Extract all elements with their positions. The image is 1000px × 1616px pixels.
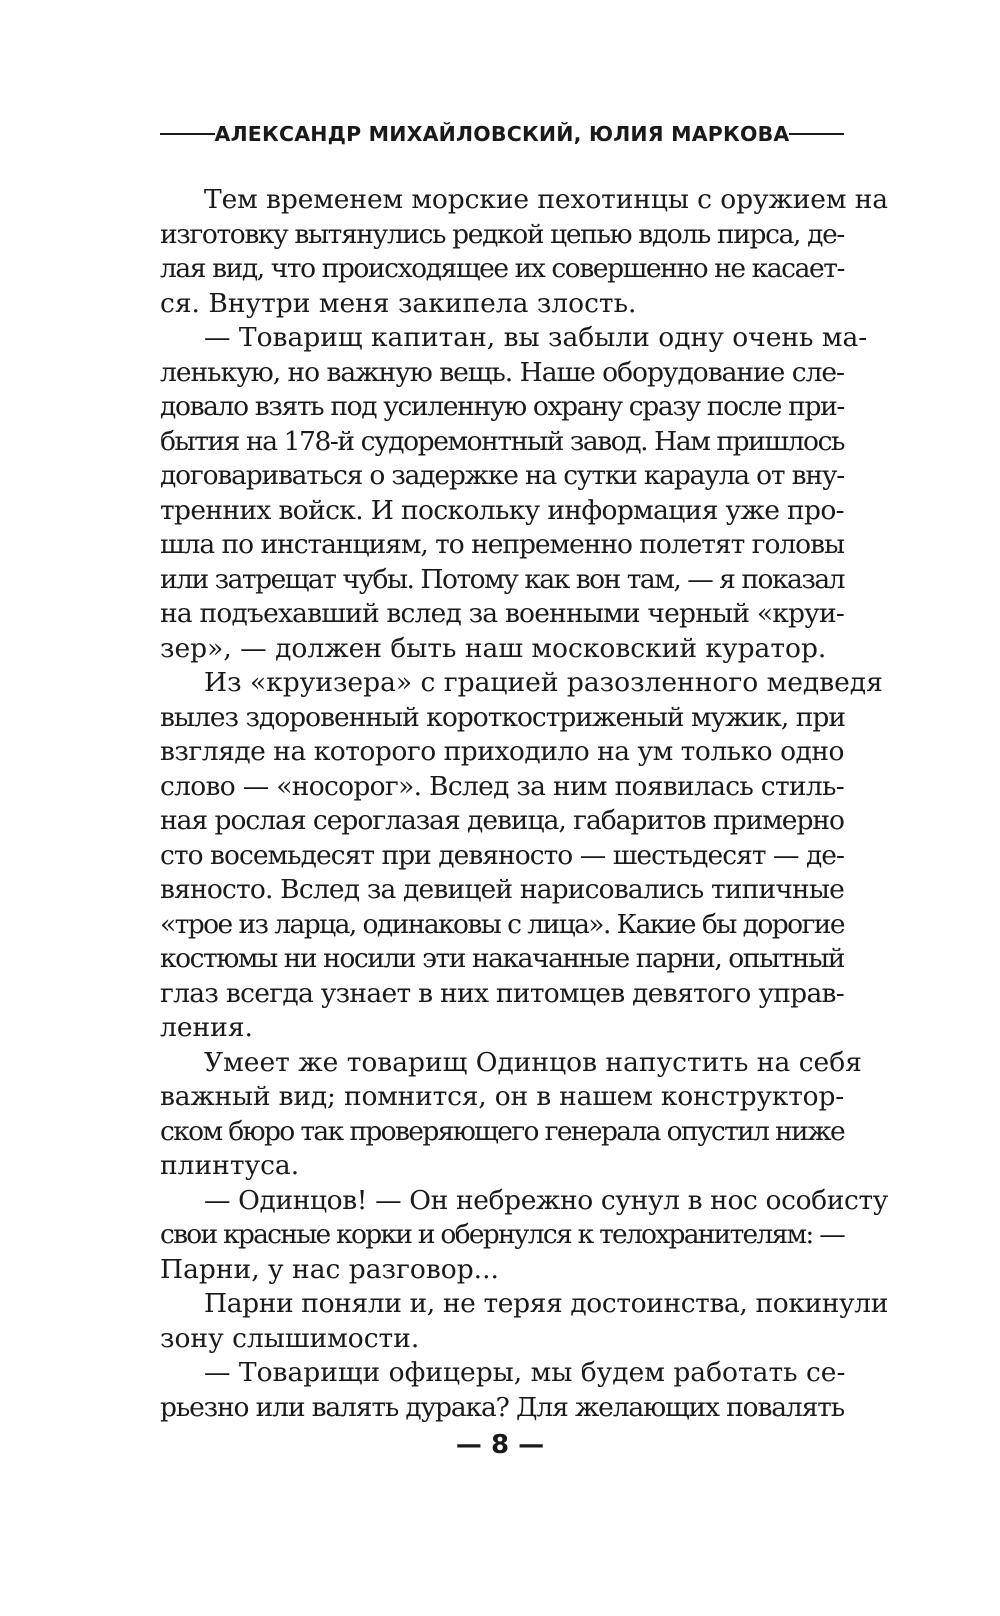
page-number: — 8 — (455, 1430, 545, 1460)
text-line: глаз всегда узнает в них питомцев девятого управ- (160, 977, 844, 1009)
text-line: вяносто. Вслед за девицей нарисовались типичные (160, 874, 844, 905)
header-rule-right (789, 133, 844, 135)
text-line: важный вид; помнится, он в нашем конструктор- (160, 1081, 844, 1112)
text-line: плинтуса. (160, 1150, 300, 1181)
text-line: ная рослая сероглазая девица, габаритов примерно (160, 805, 844, 836)
text-line: ления. (160, 1012, 253, 1043)
text-line: Из «круизера» с грацией разозленного медведя (204, 667, 883, 698)
text-line: вылез здоровенный короткостриженый мужик, при (160, 701, 845, 733)
text-line: изготовку вытянулись редкой цепью вдоль пирса, де- (160, 218, 844, 250)
text-line: «трое из ларца, одинаковы с лица». Какие бы дорогие (160, 908, 844, 940)
text-line: тренних войск. И поскольку информация уже про- (160, 494, 844, 526)
text-line: свои красные корки и обернулся к телохранителям: — (160, 1219, 844, 1250)
text-line: бытия на 178-й судоремонтный завод. Нам пришлось (160, 425, 844, 457)
text-line: на подъехавший вслед за военными черный «круи- (160, 598, 844, 629)
text-line: зону слышимости. (160, 1322, 420, 1354)
text-line: ском бюро так проверяющего генерала опустил ниже (160, 1115, 844, 1147)
text-line: Умеет же товарищ Одинцов напустить на себя (204, 1046, 862, 1078)
text-line: или затрещат чубы. Потому как вон там, — я показал (160, 563, 844, 595)
text-line: шла по инстанциям, то непременно полетят головы (160, 529, 844, 560)
header-rule-left (160, 133, 215, 135)
text-line: — Товарищ капитан, вы забыли одну очень ма- (204, 322, 868, 353)
body-text (160, 183, 888, 1425)
text-line: Тем временем морские пехотинцы с оружием на (204, 184, 888, 215)
text-line: — Одинцов! — Он небрежно сунул в нос особисту (204, 1184, 888, 1216)
running-header (160, 114, 844, 154)
text-line: довало взять под усиленную охрану сразу после при- (160, 391, 844, 422)
text-line: — Товарищи офицеры, мы будем работать се- (204, 1357, 846, 1388)
text-line: ленькую, но важную вещь. Наше оборудование сле- (160, 356, 844, 388)
text-line: договариваться о задержке на сутки караула от вну- (160, 460, 844, 491)
text-line: рьезно или валять дурака? Для желающих повалять (160, 1391, 844, 1423)
header-title: АЛЕКСАНДР МИХАЙЛОВСКИЙ, ЮЛИЯ МАРКОВА (214, 122, 790, 146)
text-line: лая вид, что происходящее их совершенно не касает- (160, 253, 844, 284)
text-line: Парни поняли и, не теряя достоинства, покинули (204, 1288, 888, 1319)
text-line: слово — «носорог». Вслед за ним появилась стиль- (160, 770, 844, 802)
text-line: ся. Внутри меня закипела злость. (160, 287, 637, 319)
text-line: зер», — должен быть наш московский куратор. (160, 632, 827, 664)
text-line: Парни, у нас разговор... (160, 1253, 499, 1285)
text-line: костюмы ни носили эти накачанные парни, опытный (160, 943, 844, 974)
text-line: взгляде на которого приходило на ум только одно (160, 736, 844, 767)
text-line: сто восемьдесят при девяносто — шестьдесят — де- (160, 839, 844, 871)
